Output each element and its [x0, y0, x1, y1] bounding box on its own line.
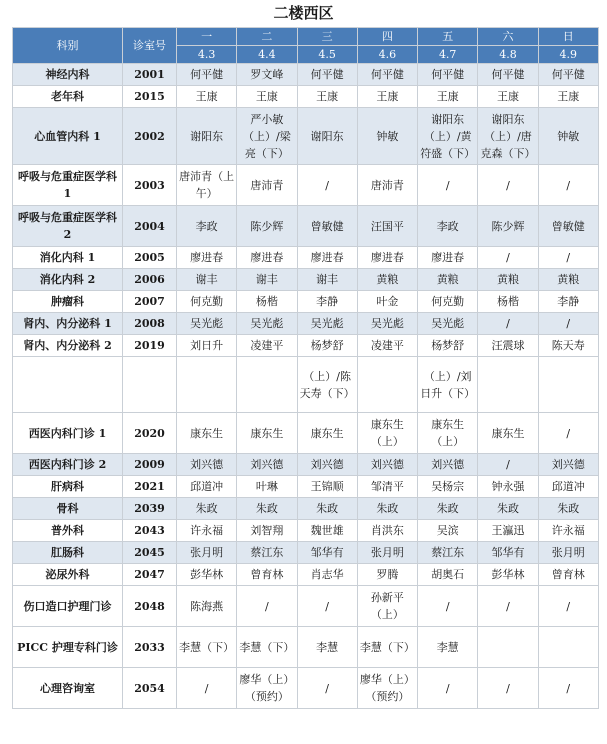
room-cell: 2048: [123, 586, 177, 627]
doctor-cell: /: [538, 247, 598, 269]
doctor-cell: 李静: [297, 291, 357, 313]
doctor-cell: 魏世雄: [297, 520, 357, 542]
dept-cell: 肝病科: [13, 476, 123, 498]
table-row: [13, 476, 599, 498]
header-date: 4.6: [357, 46, 417, 64]
doctor-cell: 王康: [297, 86, 357, 108]
doctor-cell: 唐沛青: [357, 165, 417, 206]
doctor-cell: 廖华（上）（预约）: [237, 668, 297, 709]
dept-cell: 肿瘤科: [13, 291, 123, 313]
doctor-cell: /: [418, 586, 478, 627]
doctor-cell: [237, 357, 297, 413]
dept-cell: 心理咨询室: [13, 668, 123, 709]
doctor-cell: /: [418, 165, 478, 206]
room-cell: 2001: [123, 64, 177, 86]
doctor-cell: 汪震球: [478, 335, 538, 357]
doctor-cell: 钟敏: [538, 108, 598, 165]
doctor-cell: 汪国平: [357, 206, 417, 247]
doctor-cell: 吴光彪: [237, 313, 297, 335]
doctor-cell: 杨楷: [237, 291, 297, 313]
doctor-cell: 王瀛迅: [478, 520, 538, 542]
dept-cell: 肾内、内分泌科 2: [13, 335, 123, 357]
doctor-cell: /: [177, 668, 237, 709]
doctor-cell: 叶金: [357, 291, 417, 313]
table-row: [13, 668, 599, 709]
doctor-cell: 杨梦舒: [418, 335, 478, 357]
dept-cell: 心血管内科 1: [13, 108, 123, 165]
doctor-cell: 邹清平: [357, 476, 417, 498]
table-row: [13, 64, 599, 86]
header-date: 4.4: [237, 46, 297, 64]
table-row: [13, 454, 599, 476]
doctor-cell: 凌建平: [357, 335, 417, 357]
header-date: 4.5: [297, 46, 357, 64]
doctor-cell: 何平健: [478, 64, 538, 86]
doctor-cell: 朱政: [297, 498, 357, 520]
header-room: 诊室号: [123, 28, 177, 64]
dept-cell: 西医内科门诊 2: [13, 454, 123, 476]
doctor-cell: /: [297, 165, 357, 206]
header-day: 四: [357, 28, 417, 46]
table-row: [13, 206, 599, 247]
table-row: [13, 247, 599, 269]
doctor-cell: 邹华有: [297, 542, 357, 564]
doctor-cell: [538, 627, 598, 668]
doctor-cell: 王康: [237, 86, 297, 108]
doctor-cell: 谢丰: [297, 269, 357, 291]
doctor-cell: 曾育林: [538, 564, 598, 586]
room-cell: 2005: [123, 247, 177, 269]
doctor-cell: 王康: [357, 86, 417, 108]
page-title: 二楼西区: [273, 4, 334, 22]
doctor-cell: 曾育林: [237, 564, 297, 586]
doctor-cell: 蔡江东: [418, 542, 478, 564]
doctor-cell: /: [418, 668, 478, 709]
doctor-cell: 谢丰: [177, 269, 237, 291]
doctor-cell: /: [538, 413, 598, 454]
room-cell: 2047: [123, 564, 177, 586]
doctor-cell: 谢阳东: [177, 108, 237, 165]
room-cell: 2020: [123, 413, 177, 454]
doctor-cell: [478, 627, 538, 668]
table-row: [13, 165, 599, 206]
dept-cell: PICC 护理专科门诊: [13, 627, 123, 668]
doctor-cell: 李政: [418, 206, 478, 247]
doctor-cell: 叶琳: [237, 476, 297, 498]
doctor-cell: 胡奥石: [418, 564, 478, 586]
header-date: 4.8: [478, 46, 538, 64]
doctor-cell: 朱政: [538, 498, 598, 520]
room-cell: 2006: [123, 269, 177, 291]
doctor-cell: 刘兴德: [538, 454, 598, 476]
doctor-cell: 王康: [418, 86, 478, 108]
doctor-cell: 王康: [478, 86, 538, 108]
doctor-cell: 罗腾: [357, 564, 417, 586]
doctor-cell: 朱政: [478, 498, 538, 520]
doctor-cell: （上）/刘日升（下）: [418, 357, 478, 413]
doctor-cell: 陈海燕: [177, 586, 237, 627]
dept-cell: 消化内科 2: [13, 269, 123, 291]
doctor-cell: 黄粮: [418, 269, 478, 291]
dept-cell: 肾内、内分泌科 1: [13, 313, 123, 335]
doctor-cell: 廖进春: [177, 247, 237, 269]
room-cell: [123, 357, 177, 413]
doctor-cell: 刘兴德: [177, 454, 237, 476]
doctor-cell: /: [478, 586, 538, 627]
room-cell: 2002: [123, 108, 177, 165]
table-body: [13, 64, 599, 709]
doctor-cell: 张月明: [538, 542, 598, 564]
header-day: 日: [538, 28, 598, 46]
doctor-cell: 李慧（下）: [357, 627, 417, 668]
doctor-cell: 唐沛青（上午）: [177, 165, 237, 206]
header-day: 六: [478, 28, 538, 46]
doctor-cell: 邱道冲: [538, 476, 598, 498]
header-date: 4.7: [418, 46, 478, 64]
doctor-cell: 王康: [177, 86, 237, 108]
doctor-cell: /: [478, 668, 538, 709]
doctor-cell: 刘兴德: [237, 454, 297, 476]
doctor-cell: 肖志华: [297, 564, 357, 586]
doctor-cell: /: [538, 165, 598, 206]
table-row: [13, 269, 599, 291]
doctor-cell: 李政: [177, 206, 237, 247]
doctor-cell: 廖进春: [357, 247, 417, 269]
doctor-cell: 蔡江东: [237, 542, 297, 564]
doctor-cell: 黄粮: [478, 269, 538, 291]
doctor-cell: 刘日升: [177, 335, 237, 357]
table-row: [13, 498, 599, 520]
doctor-cell: 李慧: [297, 627, 357, 668]
dept-cell: [13, 357, 123, 413]
doctor-cell: 廖华（上）（预约）: [357, 668, 417, 709]
doctor-cell: 邹华有: [478, 542, 538, 564]
doctor-cell: /: [538, 313, 598, 335]
doctor-cell: 李慧（下）: [237, 627, 297, 668]
table-row: [13, 520, 599, 542]
table-row: [13, 108, 599, 165]
doctor-cell: 谢阳东: [297, 108, 357, 165]
doctor-cell: 何平健: [297, 64, 357, 86]
dept-cell: 肛肠科: [13, 542, 123, 564]
doctor-cell: 肖洪东: [357, 520, 417, 542]
doctor-cell: 何平健: [357, 64, 417, 86]
doctor-cell: 刘兴德: [418, 454, 478, 476]
table-row: [13, 627, 599, 668]
doctor-cell: 康东生（上）: [418, 413, 478, 454]
doctor-cell: 谢阳东（上）/黄符盛（下）: [418, 108, 478, 165]
doctor-cell: 孙新平（上）: [357, 586, 417, 627]
dept-cell: 泌尿外科: [13, 564, 123, 586]
doctor-cell: 陈天寿: [538, 335, 598, 357]
table-row: [13, 291, 599, 313]
doctor-cell: /: [478, 454, 538, 476]
doctor-cell: 吴光彪: [297, 313, 357, 335]
doctor-cell: 廖进春: [237, 247, 297, 269]
doctor-cell: 王锦顺: [297, 476, 357, 498]
doctor-cell: 彭华林: [177, 564, 237, 586]
doctor-cell: 朱政: [418, 498, 478, 520]
doctor-cell: 康东生: [177, 413, 237, 454]
room-cell: 2003: [123, 165, 177, 206]
doctor-cell: /: [478, 313, 538, 335]
dept-cell: 呼吸与危重症医学科 2: [13, 206, 123, 247]
dept-cell: 伤口造口护理门诊: [13, 586, 123, 627]
header-dept: 科别: [13, 28, 123, 64]
header-date: 4.3: [177, 46, 237, 64]
doctor-cell: 唐沛青: [237, 165, 297, 206]
table-row: [13, 313, 599, 335]
doctor-cell: 陈少辉: [478, 206, 538, 247]
room-cell: 2043: [123, 520, 177, 542]
dept-cell: 消化内科 1: [13, 247, 123, 269]
doctor-cell: 刘兴德: [357, 454, 417, 476]
room-cell: 2004: [123, 206, 177, 247]
doctor-cell: 吴滨: [418, 520, 478, 542]
dept-cell: 呼吸与危重症医学科 1: [13, 165, 123, 206]
doctor-cell: 廖进春: [297, 247, 357, 269]
doctor-cell: 张月明: [177, 542, 237, 564]
doctor-cell: 何平健: [418, 64, 478, 86]
doctor-cell: 曾敏健: [297, 206, 357, 247]
doctor-cell: 吴光彪: [418, 313, 478, 335]
room-cell: 2045: [123, 542, 177, 564]
doctor-cell: /: [538, 586, 598, 627]
table-row: [13, 564, 599, 586]
doctor-cell: 杨楷: [478, 291, 538, 313]
doctor-cell: /: [237, 586, 297, 627]
header-day: 一: [177, 28, 237, 46]
table-row: [13, 542, 599, 564]
doctor-cell: 凌建平: [237, 335, 297, 357]
doctor-cell: 黄粮: [357, 269, 417, 291]
table-row: [13, 86, 599, 108]
room-cell: 2039: [123, 498, 177, 520]
doctor-cell: 钟永强: [478, 476, 538, 498]
doctor-cell: 何平健: [538, 64, 598, 86]
dept-cell: 神经内科: [13, 64, 123, 86]
room-cell: 2008: [123, 313, 177, 335]
doctor-cell: /: [297, 668, 357, 709]
doctor-cell: 谢丰: [237, 269, 297, 291]
doctor-cell: 何克勤: [418, 291, 478, 313]
doctor-cell: 张月明: [357, 542, 417, 564]
doctor-cell: 谢阳东（上）/唐克森（下）: [478, 108, 538, 165]
doctor-cell: 吴光彪: [357, 313, 417, 335]
doctor-cell: 刘兴德: [297, 454, 357, 476]
dept-cell: 老年科: [13, 86, 123, 108]
doctor-cell: 杨梦舒: [297, 335, 357, 357]
schedule-table: [12, 27, 599, 709]
doctor-cell: 许永福: [177, 520, 237, 542]
doctor-cell: 朱政: [237, 498, 297, 520]
dept-cell: 西医内科门诊 1: [13, 413, 123, 454]
doctor-cell: 朱政: [357, 498, 417, 520]
table-row: [13, 586, 599, 627]
doctor-cell: [478, 357, 538, 413]
doctor-cell: 康东生: [297, 413, 357, 454]
table-row: [13, 413, 599, 454]
doctor-cell: 李慧: [418, 627, 478, 668]
doctor-cell: 康东生: [478, 413, 538, 454]
doctor-cell: 李静: [538, 291, 598, 313]
doctor-cell: 吴杨宗: [418, 476, 478, 498]
header-day: 五: [418, 28, 478, 46]
room-cell: 2033: [123, 627, 177, 668]
doctor-cell: 许永福: [538, 520, 598, 542]
room-cell: 2009: [123, 454, 177, 476]
room-cell: 2015: [123, 86, 177, 108]
doctor-cell: 李慧（下）: [177, 627, 237, 668]
doctor-cell: /: [297, 586, 357, 627]
doctor-cell: /: [478, 165, 538, 206]
doctor-cell: 朱政: [177, 498, 237, 520]
doctor-cell: /: [538, 668, 598, 709]
room-cell: 2019: [123, 335, 177, 357]
doctor-cell: 钟敏: [357, 108, 417, 165]
table-header: [13, 28, 599, 64]
table-row: [13, 357, 599, 413]
doctor-cell: 彭华林: [478, 564, 538, 586]
header-date: 4.9: [538, 46, 598, 64]
header-day: 三: [297, 28, 357, 46]
doctor-cell: 严小敏（上）/梁亮（下）: [237, 108, 297, 165]
doctor-cell: 吴光彪: [177, 313, 237, 335]
doctor-cell: 刘智翔: [237, 520, 297, 542]
doctor-cell: 何克勤: [177, 291, 237, 313]
room-cell: 2021: [123, 476, 177, 498]
room-cell: 2054: [123, 668, 177, 709]
doctor-cell: 王康: [538, 86, 598, 108]
doctor-cell: 曾敏健: [538, 206, 598, 247]
doctor-cell: 黄粮: [538, 269, 598, 291]
dept-cell: 骨科: [13, 498, 123, 520]
doctor-cell: [538, 357, 598, 413]
dept-cell: 普外科: [13, 520, 123, 542]
doctor-cell: [357, 357, 417, 413]
doctor-cell: 何平健: [177, 64, 237, 86]
doctor-cell: 康东生（上）: [357, 413, 417, 454]
doctor-cell: （上）/陈天寿（下）: [297, 357, 357, 413]
table-row: [13, 335, 599, 357]
doctor-cell: 康东生: [237, 413, 297, 454]
doctor-cell: 陈少辉: [237, 206, 297, 247]
doctor-cell: /: [478, 247, 538, 269]
header-day: 二: [237, 28, 297, 46]
doctor-cell: 罗文峰: [237, 64, 297, 86]
room-cell: 2007: [123, 291, 177, 313]
doctor-cell: 廖进春: [418, 247, 478, 269]
doctor-cell: 邱道冲: [177, 476, 237, 498]
doctor-cell: [177, 357, 237, 413]
